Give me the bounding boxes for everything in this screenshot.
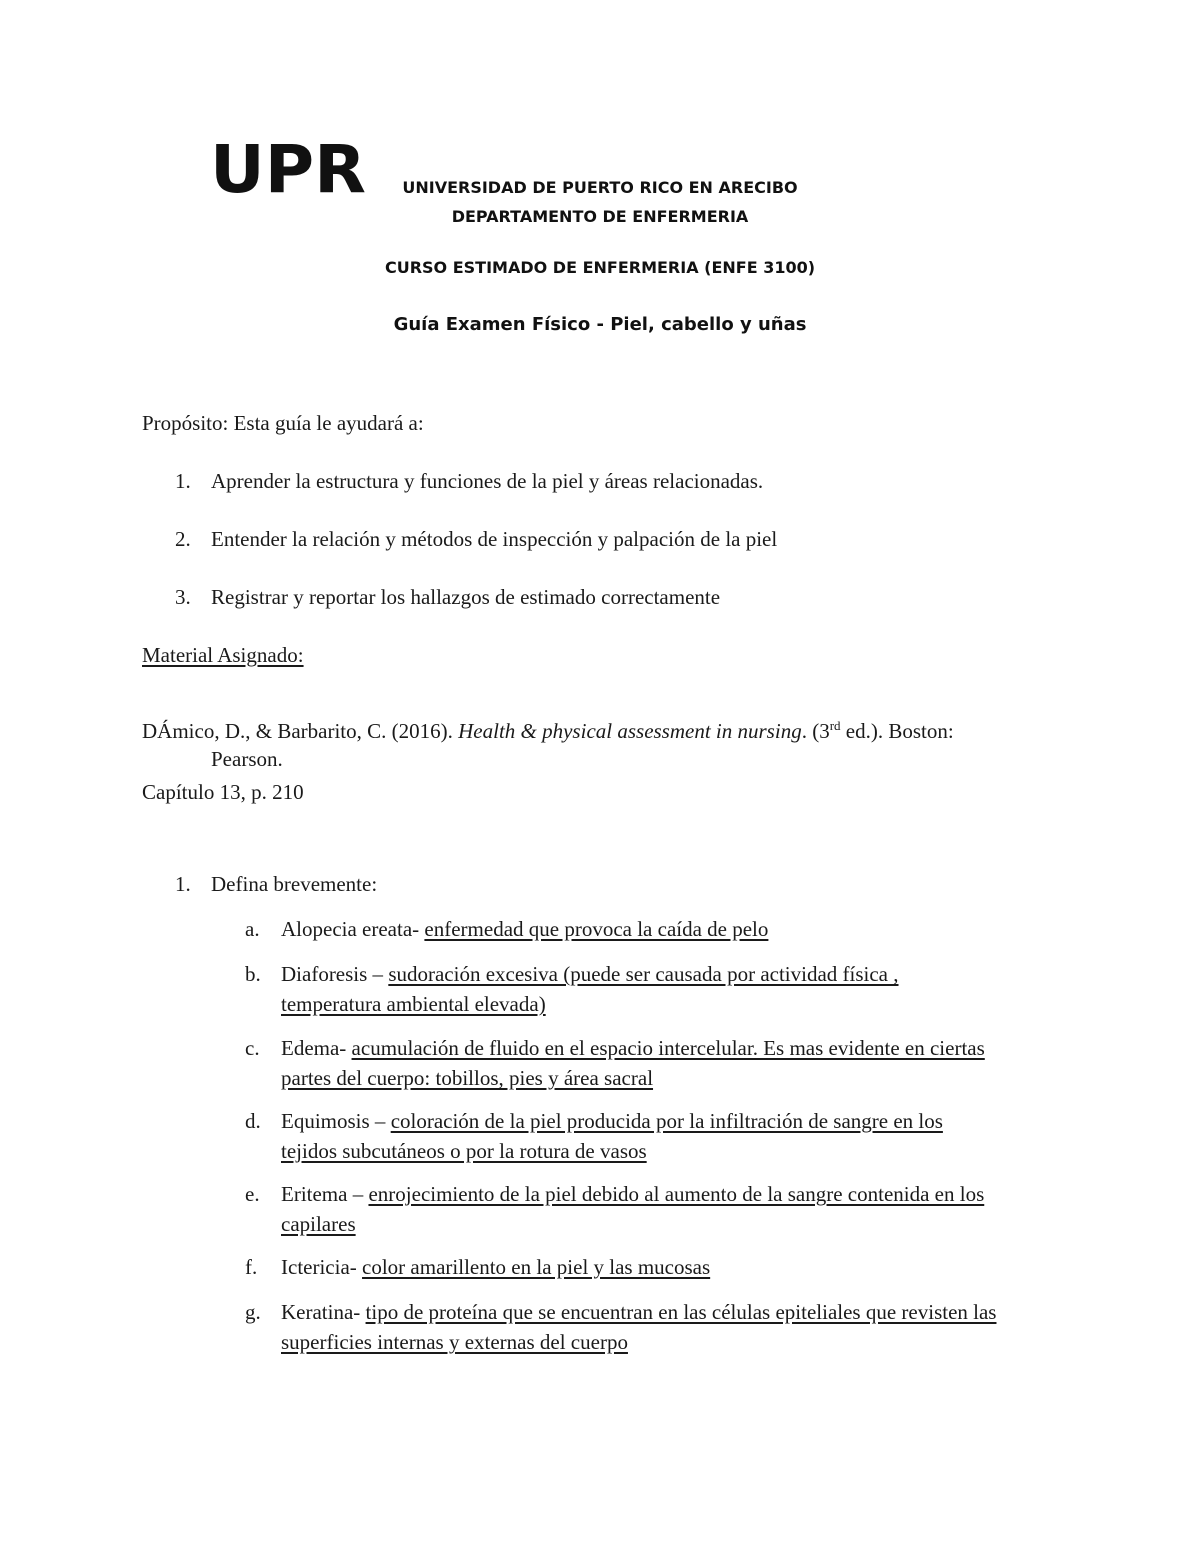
definition-answer: coloración de la piel producida por la infiltración de sangre en los [390,1109,943,1133]
definition-answer-continued: tejidos subcutáneos o por la rotura de vasos [281,1139,647,1163]
purpose-intro: Propósito: Esta guía le ayudará a: [142,411,424,435]
reference-authors: DÁmico, D., & Barbarito, C. (2016). [142,719,459,743]
purpose-item-text: Aprender la estructura y funciones de la piel y áreas relacionadas. [211,469,764,493]
definition-line [281,959,899,989]
definition-line [281,1106,943,1136]
purpose-item-number: 2. [175,527,191,551]
reference-title: Health & physical assessment in nursing [458,719,802,743]
definition-term: Alopecia ereata- [281,917,425,941]
purpose-item-number: 3. [175,585,191,609]
definition-term: Edema- [281,1036,352,1060]
reference-edition-sup: rd [829,718,841,733]
definition-letter: f. [245,1255,258,1279]
chapter-reference: Capítulo 13, p. 210 [142,780,304,804]
definition-letter: c. [245,1036,260,1060]
course-name: CURSO ESTIMADO DE ENFERMERIA (ENFE 3100) [384,258,816,277]
department-name: DEPARTAMENTO DE ENFERMERIA [451,207,749,226]
definition-answer-continued: capilares [281,1212,356,1236]
question-number: 1. [175,872,191,896]
reference-line [142,716,954,746]
definition-term: Keratina- [281,1300,366,1324]
definition-letter: b. [245,962,261,986]
question-text: Defina brevemente: [211,872,378,896]
definition-answer: sudoración excesiva (puede ser causada por actividad física , [388,962,899,986]
definition-answer: enfermedad que provoca la caída de pelo [424,917,769,941]
definition-term: Equimosis – [281,1109,391,1133]
definition-line [281,914,768,944]
definition-answer: enrojecimiento de la piel debido al aumento de la sangre contenida en los [368,1182,985,1206]
definition-answer-continued: partes del cuerpo: tobillos, pies y área sacral [281,1066,654,1090]
material-heading: Material Asignado: [142,643,304,667]
purpose-item-text: Registrar y reportar los hallazgos de estimado correctamente [211,585,721,609]
definition-answer: tipo de proteína que se encuentran en las células epiteliales que revisten las [365,1300,997,1324]
definition-term: Eritema – [281,1182,369,1206]
definition-line [281,1297,996,1327]
definition-line [281,1033,985,1063]
definition-line [281,1252,710,1282]
university-name: UNIVERSIDAD DE PUERTO RICO EN ARECIBO [402,178,798,197]
definition-line [281,1179,984,1209]
purpose-item-number: 1. [175,469,191,493]
definition-term: Ictericia- [281,1255,363,1279]
definition-letter: g. [245,1300,261,1324]
reference-publisher: Pearson. [211,747,283,771]
definition-answer: color amarillento en la piel y las mucosas [362,1255,711,1279]
reference-edition-pre: . (3 [801,719,830,743]
definition-answer-continued: temperatura ambiental elevada) [281,992,546,1016]
definition-letter: d. [245,1109,261,1133]
definition-answer: acumulación de fluido en el espacio intercelular. Es mas evidente en ciertas [351,1036,985,1060]
definition-term: Diaforesis – [281,962,389,986]
guide-title: Guía Examen Físico - Piel, cabello y uñas [393,314,807,335]
definition-letter: e. [245,1182,260,1206]
purpose-item-text: Entender la relación y métodos de inspección y palpación de la piel [211,527,778,551]
upr-logo-text: UPR [210,140,366,198]
reference-edition-post: ed.). Boston: [840,719,954,743]
definition-answer-continued: superficies internas y externas del cuerpo [281,1330,628,1354]
definition-letter: a. [245,917,260,941]
